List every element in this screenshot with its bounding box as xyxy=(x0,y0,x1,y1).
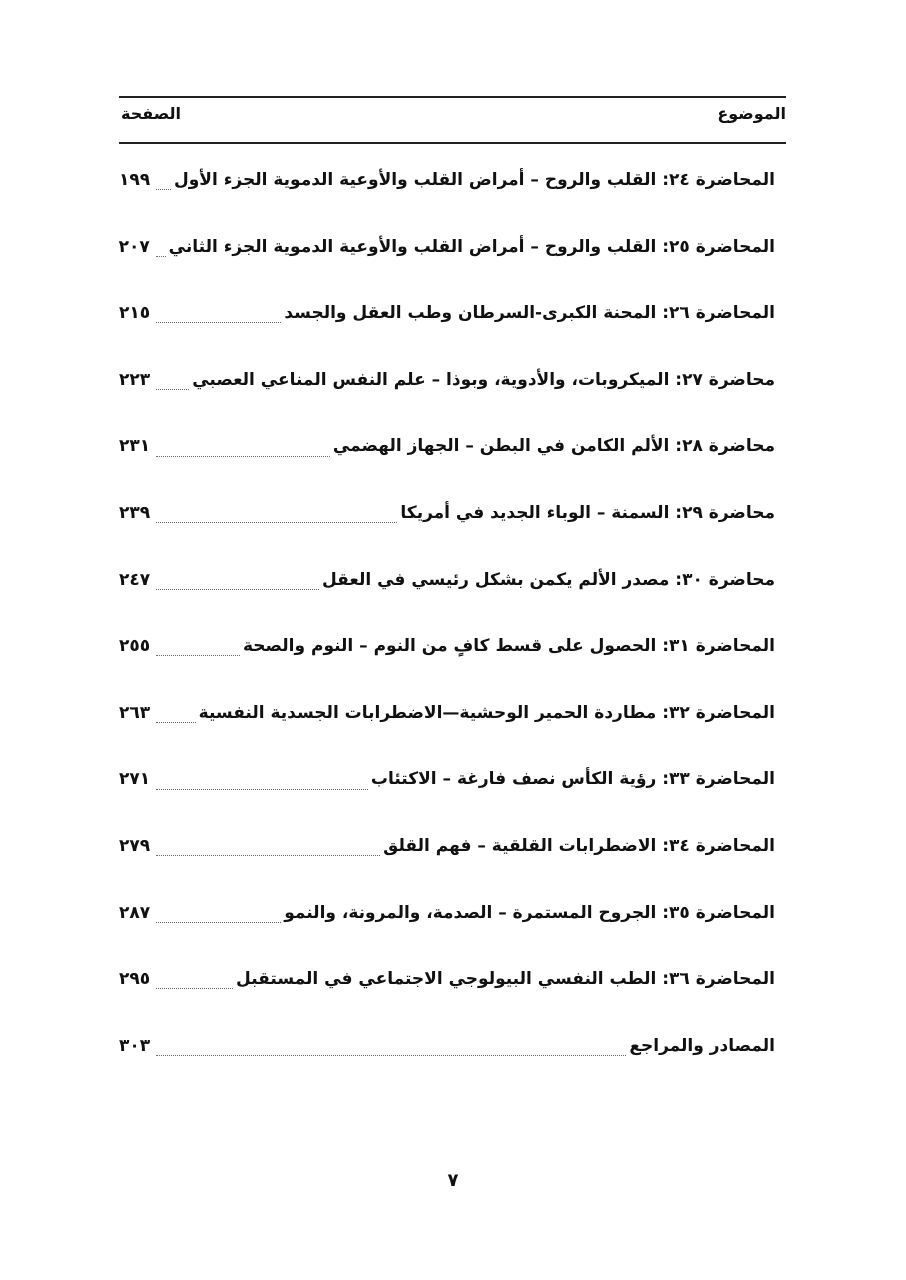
toc-entry[interactable] xyxy=(119,880,775,947)
toc-list xyxy=(119,147,775,1079)
toc-entry-title: المحاضرة ٢٥: القلب والروح – أمراض القلب والأوعية الدموية الجزء الثاني xyxy=(168,236,775,257)
toc-entry-page: ٢٣٩ xyxy=(119,502,151,523)
toc-entry[interactable] xyxy=(119,813,775,880)
toc-entry[interactable] xyxy=(119,147,775,214)
toc-entry-page: ٣٠٣ xyxy=(119,1035,151,1056)
toc-entry-page: ٢٠٧ xyxy=(118,236,150,257)
toc-entry-title: محاضرة ٢٧: الميكروبات، والأدوية، وبوذا – علم النفس المناعي العصبي xyxy=(192,369,775,390)
toc-entry-title: محاضرة ٣٠: مصدر الألم يكمن بشكل رئيسي في العقل xyxy=(321,569,775,590)
dot-leader xyxy=(156,588,319,590)
toc-entry[interactable] xyxy=(119,280,775,347)
toc-entry[interactable] xyxy=(119,547,775,614)
toc-entry-title: المحاضرة ٣١: الحصول على قسط كافٍ من النوم – النوم والصحة xyxy=(242,636,775,657)
toc-entry[interactable] xyxy=(119,946,775,1013)
toc-header xyxy=(119,96,786,144)
toc-entry-title: المحاضرة ٣٦: الطب النفسي البيولوجي الاجتماعي في المستقبل xyxy=(236,969,775,990)
toc-entry[interactable] xyxy=(119,413,775,480)
toc-entry-page: ٢١٥ xyxy=(119,303,151,324)
dot-leader xyxy=(156,321,281,323)
dot-leader xyxy=(156,188,171,190)
dot-leader xyxy=(156,788,368,790)
dot-leader xyxy=(156,654,240,656)
toc-entry-page: ٢٨٧ xyxy=(119,902,151,923)
toc-entry[interactable] xyxy=(119,214,775,281)
dot-leader xyxy=(156,1054,626,1056)
toc-entry-title: المحاضرة ٣٤: الاضطرابات القلقية – فهم القلق xyxy=(383,835,775,856)
toc-entry-page: ٢٧٩ xyxy=(119,835,151,856)
toc-entry[interactable] xyxy=(119,680,775,747)
toc-entry-page: ٢٢٣ xyxy=(119,369,151,390)
dot-leader xyxy=(156,721,196,723)
dot-leader xyxy=(156,455,330,457)
toc-entry-title: المصادر والمراجع xyxy=(629,1035,775,1056)
dot-leader xyxy=(156,388,189,390)
toc-entry[interactable] xyxy=(119,1013,775,1080)
dot-leader xyxy=(156,921,281,923)
toc-entry-title: المحاضرة ٣٢: مطاردة الحمير الوحشية—الاضطرابات الجسدية النفسية xyxy=(198,702,775,723)
dot-leader xyxy=(156,255,166,257)
toc-entry-page: ٢٦٣ xyxy=(119,702,151,723)
toc-entry-title: المحاضرة ٣٣: رؤية الكأس نصف فارغة – الاكتئاب xyxy=(370,769,775,790)
page-number: ٧ xyxy=(447,1170,459,1191)
topic-column-label: الموضوع xyxy=(717,104,786,123)
toc-entry-title: المحاضرة ٣٥: الجروح المستمرة – الصدمة، والمرونة، والنمو xyxy=(284,902,775,923)
page-column-label: الصفحة xyxy=(121,104,182,123)
toc-entry-page: ٢٤٧ xyxy=(119,569,151,590)
toc-entry[interactable] xyxy=(119,613,775,680)
toc-entry[interactable] xyxy=(119,746,775,813)
toc-entry-page: ٢٩٥ xyxy=(119,969,151,990)
toc-entry-title: المحاضرة ٢٤: القلب والروح – أمراض القلب والأوعية الدموية الجزء الأول xyxy=(173,170,775,190)
dot-leader xyxy=(156,521,397,523)
toc-entry[interactable] xyxy=(119,480,775,547)
toc-entry-title: المحاضرة ٢٦: المحنة الكبرى-السرطان وطب العقل والجسد xyxy=(284,303,775,324)
toc-entry-page: ٢٧١ xyxy=(119,769,151,790)
toc-entry-page: ٢٣١ xyxy=(119,436,151,457)
toc-entry[interactable] xyxy=(119,347,775,414)
dot-leader xyxy=(156,854,380,856)
toc-entry-page: ٢٥٥ xyxy=(119,636,151,657)
dot-leader xyxy=(156,987,233,989)
toc-entry-page: ١٩٩ xyxy=(119,170,151,190)
toc-entry-title: محاضرة ٢٩: السمنة – الوباء الجديد في أمريكا xyxy=(400,502,775,523)
toc-entry-title: محاضرة ٢٨: الألم الكامن في البطن – الجهاز الهضمي xyxy=(332,436,775,457)
